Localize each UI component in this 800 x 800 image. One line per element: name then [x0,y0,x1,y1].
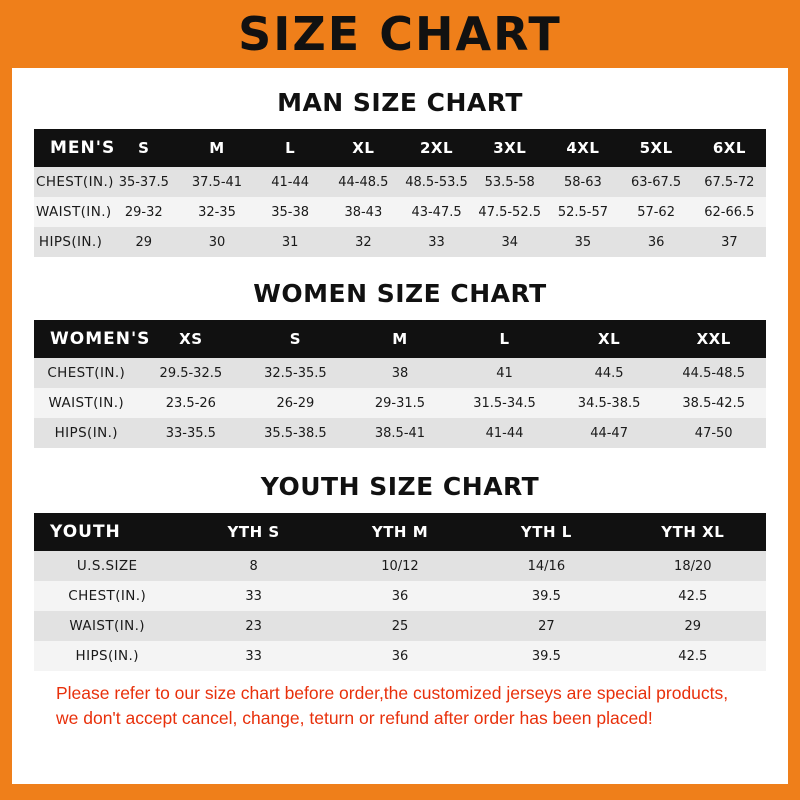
man-row-2-cell-0: 29 [135,234,153,250]
women-header-cell-3: M [392,330,408,348]
women-row-2-cell-4: 44-47 [590,425,628,441]
women-row-1-cell-1: 26-29 [276,395,315,411]
women-row-1-cell-3: 31.5-34.5 [473,395,536,411]
order-policy-note: Please refer to our size chart before order,the customized jerseys are special products, we don't accept cancel, change, teturn or refund after order has been placed! [56,683,729,728]
youth-header-cell-1: YTH S [227,523,280,541]
youth-row-2-cell-0: 23 [245,618,262,634]
youth-row-0-cell-3: 18/20 [674,558,712,574]
women-row-2-cell-5: 47-50 [694,425,733,441]
women-row-1-cell-5: 38.5-42.5 [682,395,745,411]
man-header-cell-5: 2XL [420,139,454,157]
man-size-table [34,129,766,257]
youth-row-2-cell-2: 27 [538,618,555,634]
man-table-header [34,129,766,167]
man-row-1-label: WAIST(IN.) [36,204,112,220]
man-row-0-cell-0: 35-37.5 [118,174,169,190]
women-table-body [34,358,766,448]
man-row-2-cell-1: 30 [208,234,226,250]
youth-table-header [34,513,766,551]
women-size-table [34,320,766,448]
youth-row-0-cell-1: 10/12 [381,558,419,574]
man-row-0-cell-8: 67.5-72 [704,174,755,190]
youth-row-3-cell-1: 36 [391,648,409,664]
man-row-1-cell-1: 32-35 [198,204,236,220]
table-row [34,641,766,671]
man-header-cell-3: L [285,139,296,157]
table-row [34,581,766,611]
women-row-2-cell-0: 33-35.5 [165,425,216,441]
man-row-1-cell-0: 29-32 [124,204,163,220]
man-row-2-cell-5: 34 [501,234,518,250]
women-row-0-label: CHEST(IN.) [47,365,126,381]
women-row-1-cell-0: 23.5-26 [165,395,216,411]
man-row-1-cell-7: 57-62 [637,204,675,220]
women-header-cell-2: S [289,330,302,348]
women-row-2-cell-3: 41-44 [485,425,524,441]
man-header-cell-1: S [138,139,150,157]
table-row [34,358,766,388]
man-row-0-cell-6: 58-63 [564,174,602,190]
man-header-cell-4: XL [352,139,375,157]
youth-section-title: YOUTH SIZE CHART [260,472,540,501]
youth-table-body [34,551,766,671]
women-header-cell-1: XS [179,330,203,348]
table-row [34,197,766,227]
table-header-row [34,320,766,358]
women-row-1-cell-4: 34.5-38.5 [577,395,641,411]
table-header-row [34,513,766,551]
man-row-0-cell-3: 44-48.5 [338,174,389,190]
table-row [34,418,766,448]
man-row-2-cell-7: 36 [647,234,665,250]
women-header-cell-6: XXL [696,330,731,348]
women-header-cell-5: XL [598,330,621,348]
women-row-1-cell-2: 29-31.5 [374,395,426,411]
man-row-2-cell-6: 35 [574,234,592,250]
youth-row-0-cell-2: 14/16 [527,558,566,574]
man-row-2-cell-2: 31 [281,234,299,250]
youth-header-cell-0: YOUTH [50,522,121,542]
youth-row-2-cell-3: 29 [684,618,702,634]
man-header-cell-7: 4XL [566,139,600,157]
man-row-1-cell-8: 62-66.5 [704,204,755,220]
women-row-0-cell-5: 44.5-48.5 [682,365,745,381]
man-row-1-cell-4: 43-47.5 [411,204,462,220]
man-header-cell-0: MEN'S [50,138,116,158]
women-row-0-cell-4: 44.5 [594,365,624,381]
youth-row-0-cell-0: 8 [249,558,258,574]
youth-header-cell-2: YTH M [371,523,429,541]
table-row [34,388,766,418]
youth-row-1-cell-3: 42.5 [678,588,708,604]
women-table-header [34,320,766,358]
man-row-0-cell-5: 53.5-58 [484,174,535,190]
man-row-2-cell-8: 37 [721,234,738,250]
man-row-1-cell-2: 35-38 [271,204,310,220]
youth-header-cell-3: YTH L [520,523,572,541]
youth-size-table [34,513,766,671]
youth-row-0-label: U.S.SIZE [76,558,138,574]
youth-row-1-cell-2: 39.5 [531,588,561,604]
man-table-body [34,167,766,257]
man-section-title: MAN SIZE CHART [277,88,523,117]
man-row-1-cell-3: 38-43 [344,204,383,220]
man-row-2-label: HIPS(IN.) [38,234,103,250]
man-header-cell-8: 5XL [639,139,673,157]
man-row-2-cell-3: 32 [355,234,372,250]
youth-row-3-cell-0: 33 [245,648,262,664]
table-row [34,611,766,641]
women-row-0-cell-0: 29.5-32.5 [159,365,223,381]
youth-row-2-cell-1: 25 [391,618,409,634]
table-row [34,551,766,581]
man-header-cell-6: 3XL [493,139,527,157]
man-row-0-cell-2: 41-44 [271,174,310,190]
youth-row-1-cell-0: 33 [245,588,262,604]
women-row-1-label: WAIST(IN.) [48,395,125,411]
women-row-0-cell-1: 32.5-35.5 [264,365,327,381]
youth-row-3-cell-3: 42.5 [678,648,708,664]
table-row [34,167,766,197]
youth-row-1-cell-1: 36 [391,588,409,604]
man-header-cell-9: 6XL [712,139,746,157]
man-row-2-cell-4: 33 [428,234,445,250]
women-row-0-cell-2: 38 [391,365,409,381]
youth-row-3-label: HIPS(IN.) [75,648,139,664]
footer-accent-bar [0,784,800,800]
page-title: SIZE CHART [238,7,562,61]
youth-row-2-label: WAIST(IN.) [69,618,145,634]
youth-header-cell-4: YTH XL [661,523,725,541]
women-row-2-cell-2: 38.5-41 [374,425,426,441]
youth-row-3-cell-2: 39.5 [531,648,561,664]
women-row-2-cell-1: 35.5-38.5 [264,425,327,441]
man-row-0-cell-1: 37.5-41 [191,174,243,190]
table-row [34,227,766,257]
women-row-2-label: HIPS(IN.) [54,425,118,441]
man-row-1-cell-5: 47.5-52.5 [478,204,542,220]
table-header-row [34,129,766,167]
youth-row-1-label: CHEST(IN.) [68,588,147,604]
women-header-cell-4: L [499,330,510,348]
women-section-title: WOMEN SIZE CHART [253,279,547,308]
chart-content [12,68,788,784]
man-row-0-cell-4: 48.5-53.5 [405,174,468,190]
page-banner [0,0,800,68]
women-header-cell-0: WOMEN'S [50,329,151,349]
man-row-0-label: CHEST(IN.) [36,174,114,190]
women-row-0-cell-3: 41 [496,365,513,381]
man-row-1-cell-6: 52.5-57 [557,204,608,220]
man-row-0-cell-7: 63-67.5 [631,174,682,190]
man-header-cell-2: M [209,139,225,157]
